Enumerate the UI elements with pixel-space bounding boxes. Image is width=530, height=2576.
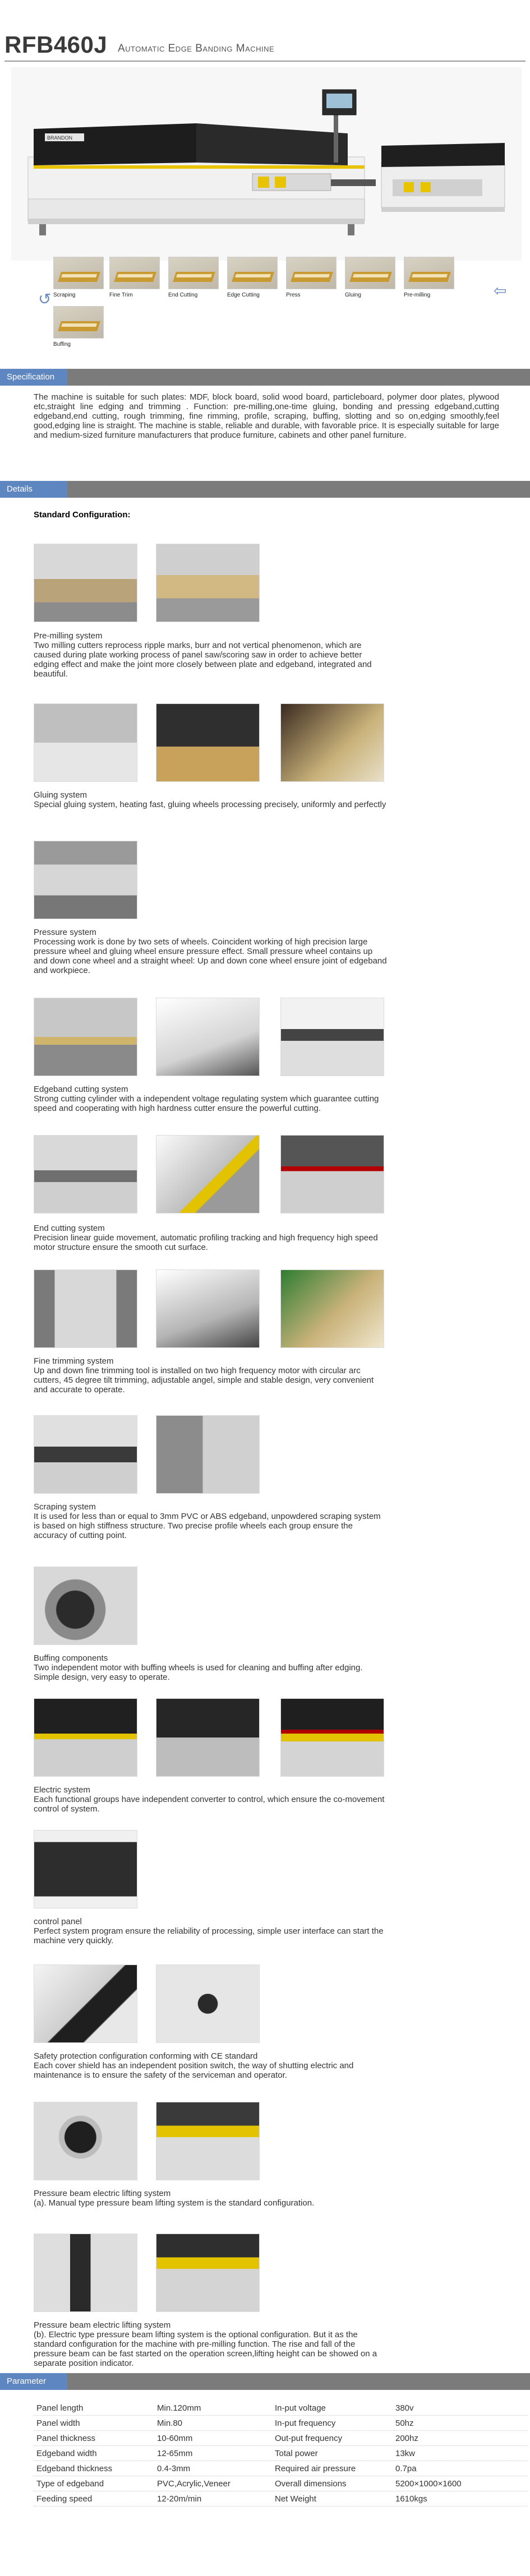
thumbnail-label: Press [286, 292, 301, 298]
thumbnail-label: End Cutting [168, 292, 198, 298]
parameter-tab[interactable]: Parameter [0, 2373, 67, 2390]
param-name: Edgeband width [36, 2449, 97, 2458]
feature-title: End cutting system [34, 1224, 105, 1233]
param-value: 10-60mm [157, 2434, 193, 2443]
table-row [34, 2401, 527, 2416]
scraping-photo [34, 1415, 137, 1494]
thumbnail-fine-trim[interactable] [109, 257, 160, 299]
thumbnail-image [345, 257, 395, 289]
thumbnail-image [168, 257, 219, 289]
feature-block [34, 2320, 387, 2368]
header-divider [4, 61, 526, 62]
param-name: Edgeband thickness [36, 2464, 113, 2473]
feature-block [34, 1356, 387, 1394]
feature-title: Pressure system [34, 928, 96, 937]
electric-photo [280, 1698, 384, 1777]
thumbnail-label: Edge Cutting [227, 292, 260, 298]
pressure-beam-manual-photo [156, 2102, 260, 2180]
thumbnail-image [404, 257, 454, 289]
safety-photo [34, 1965, 137, 2043]
param-value: 1610kgs [395, 2494, 427, 2504]
pre-milling-photo [34, 544, 137, 622]
param-value: Min.80 [157, 2419, 183, 2428]
thumbnail-label: Pre-milling [404, 292, 431, 298]
electric-photo [156, 1698, 260, 1777]
feature-block [34, 2051, 387, 2080]
feature-title: Edgeband cutting system [34, 1085, 128, 1094]
thumbnail-label: Scraping [53, 292, 76, 298]
end-cutting-photo [156, 1135, 260, 1213]
feature-block [34, 2189, 387, 2208]
model-title: RFB460J [4, 31, 108, 58]
feature-description: Perfect system program ensure the reliability of processing, simple user interface can start the machine very quickly. [34, 1926, 384, 1945]
thumbnail-edge-cutting[interactable] [227, 257, 278, 299]
machine-hero-image [11, 67, 522, 261]
thumbnail-label: Fine Trim [109, 292, 133, 298]
feature-title: control panel [34, 1917, 82, 1926]
gluing-photo [34, 703, 137, 782]
table-row [34, 2416, 527, 2431]
end-cutting-photo [280, 1135, 384, 1213]
table-row [34, 2476, 527, 2491]
param-name: In-put voltage [275, 2403, 326, 2413]
page-header [0, 0, 530, 67]
specification-bar [0, 369, 530, 386]
thumbnail-label: Gluing [345, 292, 361, 298]
param-name: Type of edgeband [36, 2479, 104, 2489]
electric-photo [34, 1698, 137, 1777]
feature-description: It is used for less than or equal to 3mm PVC or ABS edgeband, unpowdered scraping system is based on high stiffness structure. Two precise profile wheels each group ensure the accuracy of cutting point. [34, 1512, 381, 1540]
pressure-photo [34, 841, 137, 919]
param-value: 50hz [395, 2419, 414, 2428]
thumbnail-scraping[interactable] [53, 257, 104, 299]
feature-description: (b). Electric type pressure beam lifting system is the optional configuration. But it as the standard configuration for the machine with pre-milling function. The rise and fall of the pressure beam can be fast started on the operation screen,lifting height can be showed on a separate position indicator. [34, 2330, 377, 2368]
parameter-bar [0, 2373, 530, 2390]
table-row [34, 2431, 527, 2446]
specification-text: The machine is suitable for such plates: MDF, block board, solid wood board, particleboard, polymer door plates, plywood etc,straight line edging and trimming . Function: pre-milling,one-time gluing, bonding and pressing edgeband,cutting edgeband,end cutting, rough trimming, fine rimming, profile, scraping, buffing, slotting and so on,edging smoothly,feel good,edging line is straight. The machine is stable, reliable and durable, with favorable price. It is especially suitable for large and medium-sized furniture manufacturers that produce furniture, cabinets and other panel furniture. [34, 392, 499, 440]
thumbnail-end-cutting[interactable] [168, 257, 219, 299]
thumbnail-pre-milling[interactable] [404, 257, 454, 299]
table-row [34, 2461, 527, 2476]
param-value: 0.7pa [395, 2464, 417, 2473]
thumbnail-image [53, 306, 104, 339]
thumbnail-image [109, 257, 160, 289]
param-value: 200hz [395, 2434, 418, 2443]
control-panel-photo [34, 1830, 137, 1908]
param-name: Net Weight [275, 2494, 316, 2504]
gluing-photo [280, 703, 384, 782]
edgeband-cutting-photo [34, 998, 137, 1076]
feature-description: (a). Manual type pressure beam lifting system is the standard configuration. [34, 2198, 315, 2208]
details-tab[interactable]: Details [0, 481, 67, 498]
feature-title: Pre-milling system [34, 631, 103, 641]
next-arrow-icon[interactable]: ⇦ [494, 282, 507, 299]
thumbnail-label: Buffing [53, 341, 71, 348]
feature-block [34, 1653, 387, 1682]
prev-arrow-icon[interactable]: ↺ [38, 290, 52, 308]
param-value: 0.4-3mm [157, 2464, 191, 2473]
param-value: 12-65mm [157, 2449, 193, 2458]
thumbnail-buffing[interactable] [53, 306, 104, 348]
thumbnail-image [53, 257, 104, 289]
table-row [34, 2491, 527, 2506]
feature-block [34, 1502, 387, 1540]
feature-block [34, 1085, 387, 1113]
feature-title: Gluing system [34, 790, 87, 800]
param-name: Overall dimensions [275, 2479, 347, 2489]
feature-title: Fine trimming system [34, 1356, 114, 1366]
param-name: Panel width [36, 2419, 80, 2428]
thumbnail-gluing[interactable] [345, 257, 395, 299]
param-value: 13kw [395, 2449, 416, 2458]
feature-block [34, 790, 387, 809]
model-subtitle: Automatic Edge Banding Machine [118, 43, 275, 54]
end-cutting-photo [34, 1135, 137, 1213]
feature-description: Processing work is done by two sets of wheels. Coincident working of high precision large pressure wheel and gluing wheel ensure pressure effect. Small pressure wheel contains up and down cone wheel and a straight wheel: Up and down cone wheel ensure joint of edgeband and workpiece. [34, 937, 387, 975]
feature-description: Each cover shield has an independent position switch, the way of shutting electric and maintenance is to ensure the safety of the serviceman and operator. [34, 2061, 354, 2080]
feature-title: Scraping system [34, 1502, 96, 1512]
edgeband-cutting-photo [280, 998, 384, 1076]
pressure-beam-electric-photo [156, 2234, 260, 2312]
param-value: PVC,Acrylic,Veneer [157, 2479, 231, 2489]
param-name: In-put frequency [275, 2419, 336, 2428]
scraping-photo [156, 1415, 260, 1494]
feature-title: Buffing components [34, 1653, 108, 1663]
param-name: Required air pressure [275, 2464, 356, 2473]
feature-description: Up and down fine trimming tool is installed on two high frequency motor with circular arc cutters, 45 degree tilt trimming, adjustable angel, simple and stable design, very convenient and accurate to operate. [34, 1366, 374, 1394]
feature-block [34, 928, 387, 975]
thumbnail-press[interactable] [286, 257, 337, 299]
pressure-beam-electric-photo [34, 2234, 137, 2312]
param-value: Min.120mm [157, 2403, 201, 2413]
thumbnail-image [227, 257, 278, 289]
edgeband-cutting-photo [156, 998, 260, 1076]
feature-description: Strong cutting cylinder with a independent voltage regulating system which guarantee cutting speed and cooperating with high hardness cutter ensure the powerful cutting. [34, 1094, 379, 1113]
pressure-beam-manual-photo [34, 2102, 137, 2180]
table-row [34, 2446, 527, 2461]
param-value: 380v [395, 2403, 414, 2413]
feature-title: Pressure beam electric lifting system [34, 2189, 171, 2198]
fine-trimming-photo [156, 1270, 260, 1348]
feature-description: Two independent motor with buffing wheels is used for cleaning and buffing after edging. Simple design, very easy to operate. [34, 1663, 363, 1682]
brand-plate: BRANDON [47, 135, 73, 141]
pre-milling-photo [156, 544, 260, 622]
feature-block [34, 1917, 387, 1945]
specification-tab[interactable]: Specification [0, 369, 67, 386]
details-bar [0, 481, 530, 498]
param-value: 12-20m/min [157, 2494, 202, 2504]
thumbnail-image [286, 257, 337, 289]
param-value: 5200×1000×1600 [395, 2479, 462, 2489]
gluing-photo [156, 703, 260, 782]
fine-trimming-photo [34, 1270, 137, 1348]
feature-block [34, 1224, 387, 1252]
fine-trimming-photo [280, 1270, 384, 1348]
param-name: Out-put frequency [275, 2434, 343, 2443]
feature-description: Special gluing system, heating fast, gluing wheels processing precisely, uniformly and perfectly [34, 800, 386, 809]
safety-photo [156, 1965, 260, 2043]
buffing-photo [34, 1567, 137, 1645]
feature-description: Two milling cutters reprocess ripple marks, burr and not vertical phenomenon, which are caused during plate working process of panel saw/scoring saw in order to achieve better edging effect and make the joint more closely between plate and edgeband, integrated and beautiful. [34, 641, 372, 679]
feature-title: Safety protection configuration conforming with CE standard [34, 2051, 258, 2061]
feature-title: Pressure beam electric lifting system [34, 2320, 171, 2330]
feature-description: Precision linear guide movement, automatic profiling tracking and high frequency high speed motor structure ensure the smooth cut surface. [34, 1233, 378, 1252]
param-name: Total power [275, 2449, 318, 2458]
standard-configuration-title: Standard Configuration: [34, 510, 131, 520]
param-name: Feeding speed [36, 2494, 93, 2504]
feature-description: Each functional groups have independent converter to control, which ensure the co-movement control of system. [34, 1795, 385, 1814]
param-name: Panel thickness [36, 2434, 96, 2443]
feature-title: Electric system [34, 1785, 90, 1795]
param-name: Panel length [36, 2403, 84, 2413]
feature-block [34, 631, 387, 679]
feature-block [34, 1785, 387, 1814]
